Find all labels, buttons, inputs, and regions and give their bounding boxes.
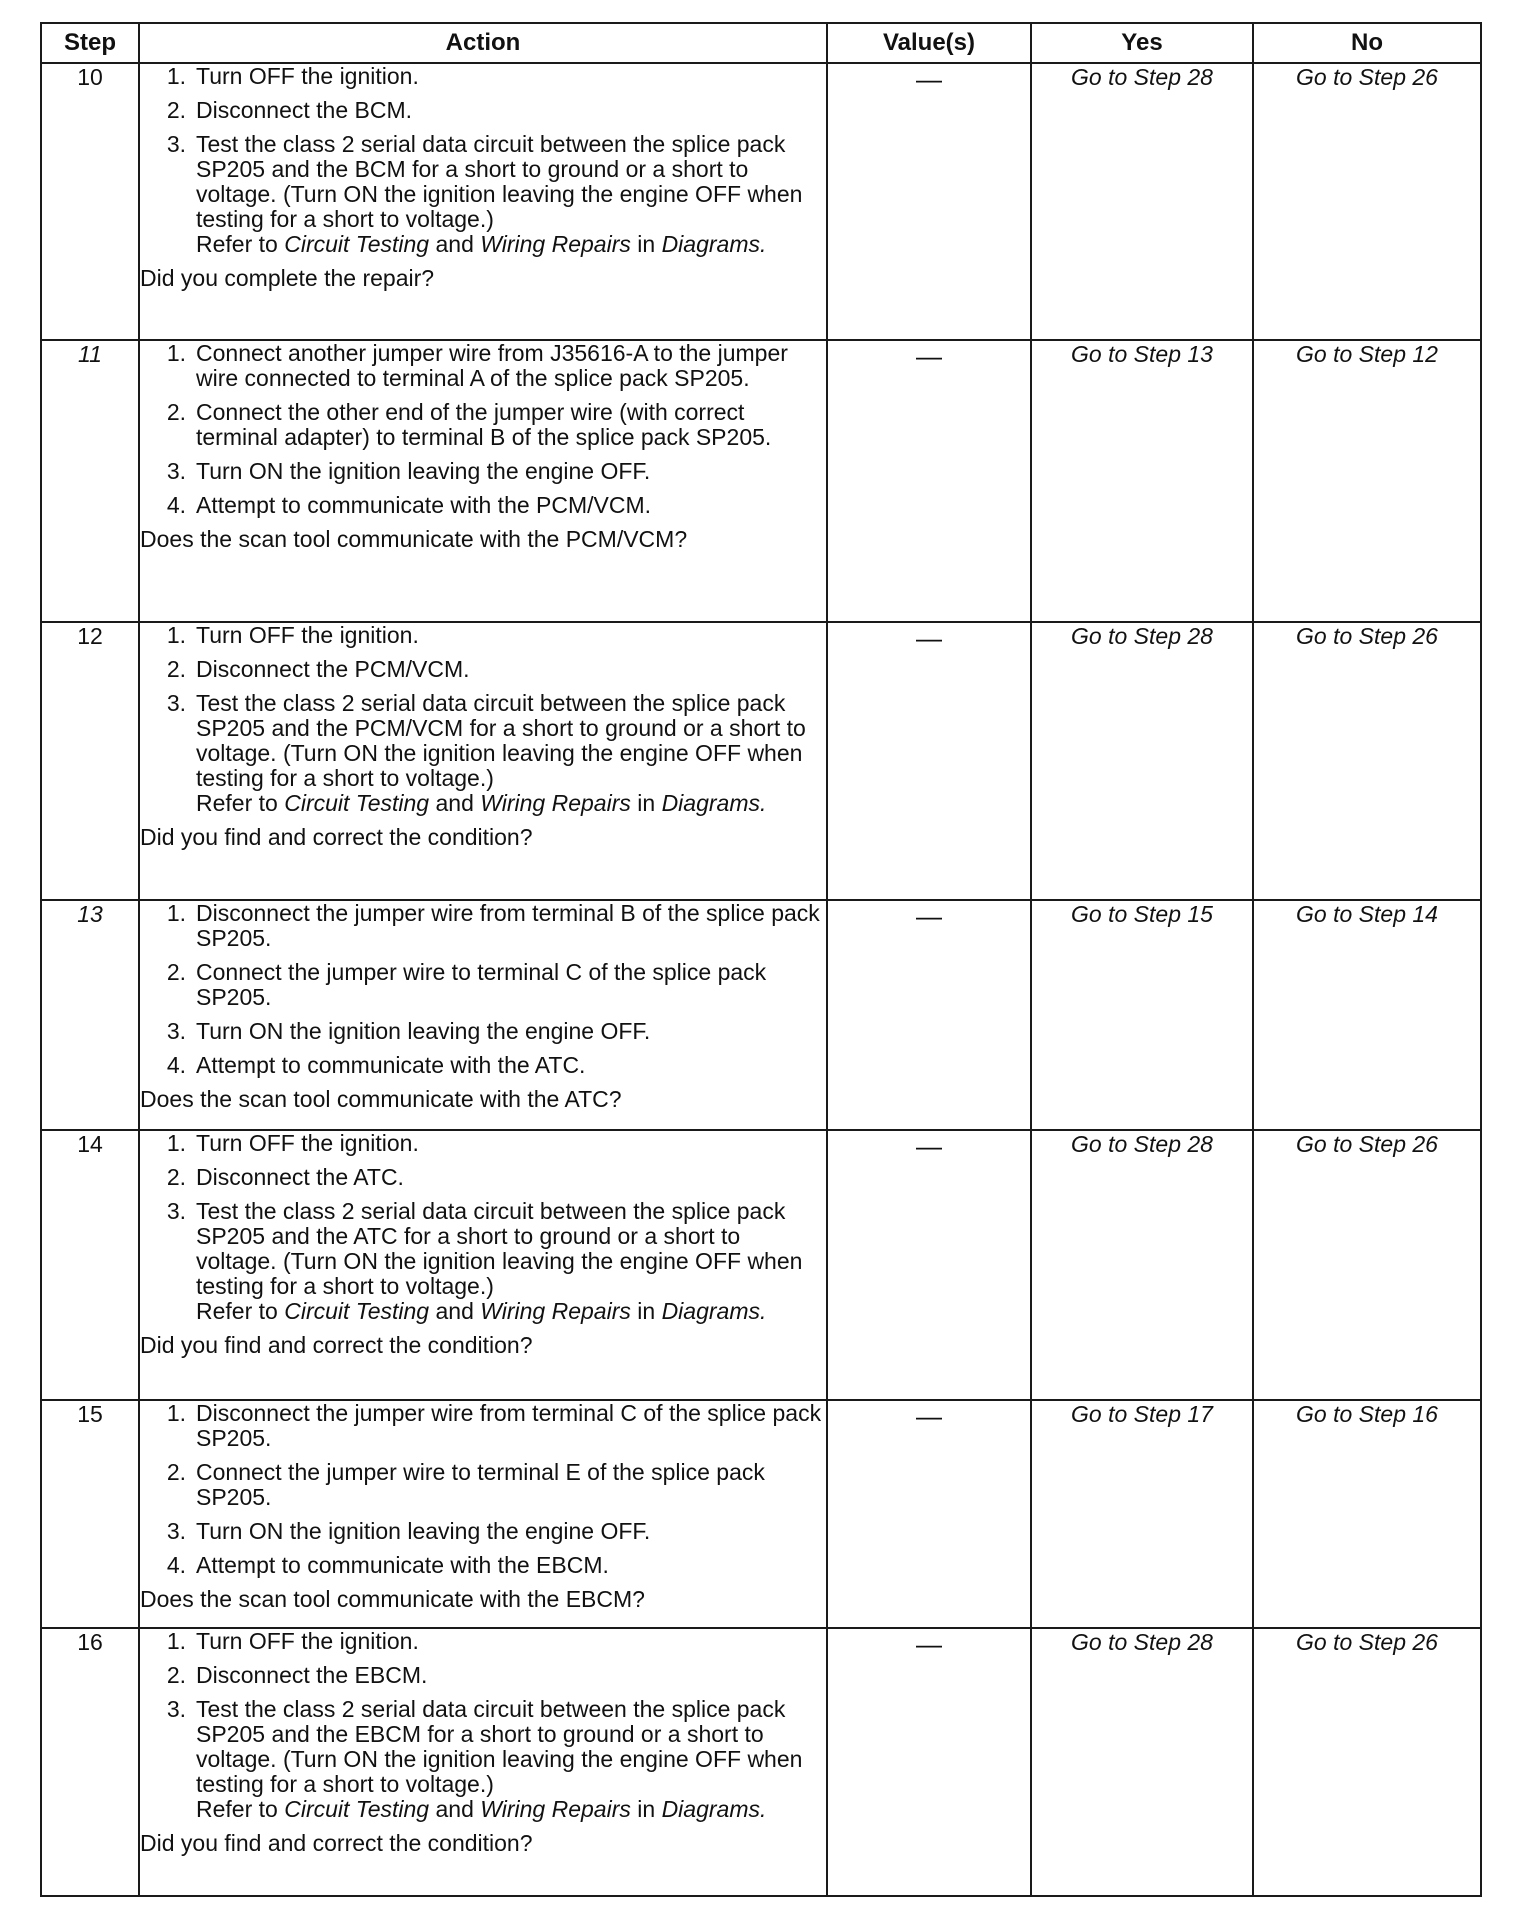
yes-link[interactable]: Go to Step 28 (1031, 1628, 1253, 1896)
list-item: 1. Connect another jumper wire from J35616-A to the jumper wire connected to terminal A of the splice pack SP205. (166, 340, 788, 391)
action-cell (139, 1628, 827, 1896)
list-item: 2. Connect the other end of the jumper wire (with correct terminal adapter) to terminal B of the splice pack SP205. (166, 399, 772, 450)
no-link[interactable]: Go to Step 26 (1253, 1130, 1481, 1400)
list-item: 2. Disconnect the PCM/VCM. (166, 656, 470, 682)
list-item: 3. Turn ON the ignition leaving the engine OFF. (166, 1018, 651, 1044)
header-values: Value(s) (827, 23, 1031, 63)
step-number: 13 (41, 900, 139, 1130)
value-cell: — (827, 622, 1031, 900)
value-cell: — (827, 340, 1031, 622)
question: Did you find and correct the condition? (140, 824, 533, 850)
question: Did you find and correct the condition? (140, 1830, 533, 1856)
no-link[interactable]: Go to Step 12 (1253, 340, 1481, 622)
question: Does the scan tool communicate with the PCM/VCM? (140, 526, 688, 552)
list-item: 2. Disconnect the BCM. (166, 97, 413, 123)
list-item: 3. Turn ON the ignition leaving the engine OFF. (166, 1518, 651, 1544)
list-item: 1. Disconnect the jumper wire from terminal B of the splice pack SP205. (166, 900, 820, 951)
table-row (41, 622, 1481, 900)
list-item: 2. Disconnect the EBCM. (166, 1662, 428, 1688)
question: Does the scan tool communicate with the EBCM? (140, 1586, 645, 1612)
list-item: 3. Turn ON the ignition leaving the engine OFF. (166, 458, 651, 484)
table-row (41, 63, 1481, 340)
action-cell (139, 900, 827, 1130)
step-number: 11 (41, 340, 139, 622)
diagnostic-table (40, 22, 1482, 1897)
list-item: 4. Attempt to communicate with the EBCM. (166, 1552, 609, 1578)
step-number: 12 (41, 622, 139, 900)
no-link[interactable]: Go to Step 26 (1253, 622, 1481, 900)
table-row (41, 1628, 1481, 1896)
reference-text: Refer to Circuit Testing and Wiring Repairs in Diagrams. (196, 1298, 767, 1324)
no-link[interactable]: Go to Step 16 (1253, 1400, 1481, 1628)
header-row (41, 23, 1481, 63)
action-cell (139, 340, 827, 622)
no-link[interactable]: Go to Step 26 (1253, 1628, 1481, 1896)
list-item: 4. Attempt to communicate with the PCM/VCM. (166, 492, 652, 518)
header-step: Step (41, 23, 139, 63)
step-number: 15 (41, 1400, 139, 1628)
header-action: Action (139, 23, 827, 63)
table-row (41, 1130, 1481, 1400)
list-item: 2. Disconnect the ATC. (166, 1164, 404, 1190)
header-no: No (1253, 23, 1481, 63)
list-item: 3. Test the class 2 serial data circuit between the splice pack SP205 and the EBCM for a short to ground or a short to voltage. (Turn ON the ignition leaving the engine OFF when testing for a short to voltage.) Refer to Circuit Testing and Wiring Repairs in Diagrams. (166, 1696, 803, 1822)
step-number: 10 (41, 63, 139, 340)
action-cell (139, 1400, 827, 1628)
table-row (41, 1400, 1481, 1628)
action-cell (139, 1130, 827, 1400)
step-number: 16 (41, 1628, 139, 1896)
list-item: 3. Test the class 2 serial data circuit between the splice pack SP205 and the ATC for a short to ground or a short to voltage. (Turn ON the ignition leaving the engine OFF when testing for a short to voltage.) Refer to Circuit Testing and Wiring Repairs in Diagrams. (166, 1198, 803, 1324)
step-number: 14 (41, 1130, 139, 1400)
list-item: 3. Test the class 2 serial data circuit between the splice pack SP205 and the PCM/VCM for a short to ground or a short to voltage. (Turn ON the ignition leaving the engine OFF when testing for a short to voltage.) Refer to Circuit Testing and Wiring Repairs in Diagrams. (166, 690, 806, 816)
list-item: 1. Disconnect the jumper wire from terminal C of the splice pack SP205. (166, 1400, 822, 1451)
list-item: 1. Turn OFF the ignition. (166, 1628, 419, 1654)
value-cell: — (827, 1400, 1031, 1628)
list-item: 2. Connect the jumper wire to terminal E of the splice pack SP205. (166, 1459, 765, 1510)
yes-link[interactable]: Go to Step 28 (1031, 622, 1253, 900)
list-item: 1. Turn OFF the ignition. (166, 622, 419, 648)
yes-link[interactable]: Go to Step 17 (1031, 1400, 1253, 1628)
header-yes: Yes (1031, 23, 1253, 63)
yes-link[interactable]: Go to Step 28 (1031, 1130, 1253, 1400)
yes-link[interactable]: Go to Step 28 (1031, 63, 1253, 340)
list-item: 2. Connect the jumper wire to terminal C of the splice pack SP205. (166, 959, 767, 1010)
no-link[interactable]: Go to Step 26 (1253, 63, 1481, 340)
action-cell (139, 63, 827, 340)
reference-text: Refer to Circuit Testing and Wiring Repairs in Diagrams. (196, 1796, 767, 1822)
question: Does the scan tool communicate with the ATC? (140, 1086, 622, 1112)
list-item: 1. Turn OFF the ignition. (166, 1130, 419, 1156)
list-item: 4. Attempt to communicate with the ATC. (166, 1052, 586, 1078)
no-link[interactable]: Go to Step 14 (1253, 900, 1481, 1130)
reference-text: Refer to Circuit Testing and Wiring Repairs in Diagrams. (196, 231, 767, 257)
yes-link[interactable]: Go to Step 13 (1031, 340, 1253, 622)
value-cell: — (827, 1628, 1031, 1896)
value-cell: — (827, 900, 1031, 1130)
value-cell: — (827, 63, 1031, 340)
question: Did you find and correct the condition? (140, 1332, 533, 1358)
yes-link[interactable]: Go to Step 15 (1031, 900, 1253, 1130)
list-item: 1. Turn OFF the ignition. (166, 63, 419, 89)
table-row (41, 340, 1481, 622)
question: Did you complete the repair? (140, 265, 435, 291)
value-cell: — (827, 1130, 1031, 1400)
table-row (41, 900, 1481, 1130)
list-item: 3. Test the class 2 serial data circuit between the splice pack SP205 and the BCM for a short to ground or a short to voltage. (Turn ON the ignition leaving the engine OFF when testing for a short to voltage.) Refer to Circuit Testing and Wiring Repairs in Diagrams. (166, 131, 803, 257)
reference-text: Refer to Circuit Testing and Wiring Repairs in Diagrams. (196, 790, 767, 816)
action-cell (139, 622, 827, 900)
